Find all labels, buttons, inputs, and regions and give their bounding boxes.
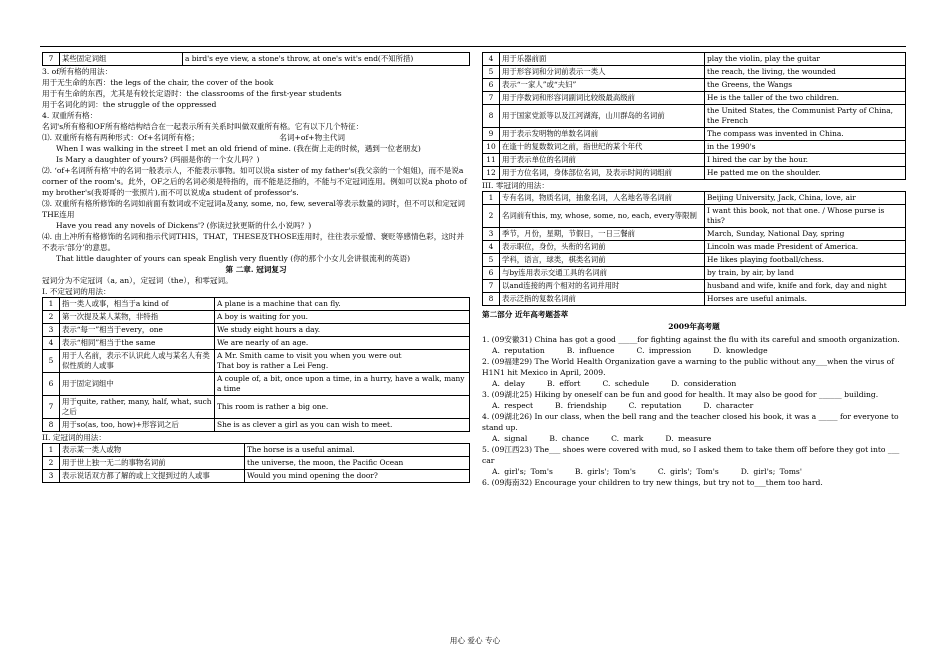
zero-article-title: III. 零冠词的用法： [482,180,549,190]
question-options [482,345,906,356]
row-example: A boy is waiting for you. [215,310,470,323]
row-usage: 用于国家党派等以及江河湖海，山川群岛的名词前 [500,104,705,127]
table-row [43,323,470,336]
table-row [483,127,906,140]
row-example: March, Sunday, National Day, spring [705,227,906,240]
question-options [482,466,906,477]
row-usage: 与by连用表示交通工具的名词前 [500,266,705,279]
row-usage: 用于固定词组中 [60,372,215,395]
chapter2-intro: 冠词分为不定冠词（a, an），定冠词（the），和零冠词。 [42,275,233,285]
option: A. girl's; Tom's [492,466,553,476]
part2-title: 第二部分 近年高考题荟萃 [482,309,569,319]
row-number: 2 [43,456,60,469]
definite-title: II. 定冠词的用法： [42,432,106,442]
table-row [483,53,906,66]
question-options [482,433,906,444]
row-example: We study eight hours a day. [215,323,470,336]
row-example: A couple of, a bit, once upon a time, in a hurry, have a walk, many a time [215,372,470,395]
table-row [483,166,906,179]
question-text: 4. (09湖北26) In our class, when the bell rang and the teacher closed his book, it was a _____ for everyone to stand up. [482,411,899,432]
option: D. character [703,400,754,410]
table-row [483,279,906,292]
row-usage: 用于人名前，表示不认识此人或与某名人有类似性质的人或事 [60,349,215,372]
option: D. knowledge [713,345,768,355]
question-item [482,411,906,444]
row-number: 4 [483,240,500,253]
right-column [482,52,906,488]
row-number: 8 [43,418,60,431]
definite-article-table-part1 [42,443,470,483]
table-row [483,65,906,78]
feature-1-example-2: Is Mary a daughter of yours? (玛丽是你的一个女儿吗？) [56,154,260,164]
row-number: 2 [43,310,60,323]
table-row [483,140,906,153]
row-usage: 以and连接的两个相对的名词并用时 [500,279,705,292]
indefinite-title: I. 不定冠词的用法： [42,286,111,296]
row-number: 4 [483,53,500,66]
option: C. mark [611,433,644,443]
row-number: 10 [483,140,500,153]
row-number: 8 [483,104,500,127]
row-example: Horses are useful animals. [705,292,906,305]
sec3-title: 3. of所有格的用法： [42,66,113,76]
chapter2-title: 第 二章. 冠词复习 [225,264,287,274]
row-example: the universe, the moon, the Pacific Ocean [245,456,470,469]
table-row [43,349,470,372]
table-row [43,297,470,310]
row-example: We are nearly of an age. [215,336,470,349]
row-number: 3 [483,227,500,240]
table-row [483,78,906,91]
row-number: 1 [43,297,60,310]
option: A. reputation [492,345,545,355]
row-usage: 季节，月份，星期，节假日，一日三餐前 [500,227,705,240]
left-column [42,52,470,483]
question-item [482,477,906,488]
row-example: husband and wife, knife and fork, day and night [705,279,906,292]
option: B. influence [566,345,615,355]
row-usage: 表示某一类人或物 [60,443,245,456]
row-usage: 用于方位名词，身体部位名词，及表示时间的词组前 [500,166,705,179]
row-example: a bird's eye view, a stone's throw, at one's wit's end(不知所措) [183,53,470,66]
row-number: 8 [483,292,500,305]
row-usage: 在逢十的复数数词之前，指世纪的某个年代 [500,140,705,153]
question-list [482,334,906,488]
table-row [483,253,906,266]
row-usage: 表示“一家人”或“夫妇” [500,78,705,91]
option: C. girls'; Tom's [657,466,719,476]
row-example: He is the taller of the two children. [705,91,906,104]
table-row [43,443,470,456]
row-usage: 用于乐器前面 [500,53,705,66]
table-row [43,336,470,349]
option: B. effort [546,378,581,388]
row-usage: 名词前有this, my, whose, some, no, each, every等限制 [500,204,705,227]
row-number: 3 [43,323,60,336]
row-number: 9 [483,127,500,140]
option: A. signal [492,433,528,443]
row-usage: 用于表示单位的名词前 [500,153,705,166]
question-text: 6. (09海南32) Encourage your children to try new things, but try not to___them too hard. [482,477,823,487]
table-row [483,227,906,240]
row-usage: 表示说话双方都了解的或上文提到过的人或事 [60,469,245,482]
option: D. measure [665,433,712,443]
feature-1-label: ⑴. 双重所有格有两种形式：Of+名词所有格； [42,132,199,142]
row-example: This room is rather a big one. [215,395,470,418]
row-usage: 表示泛指的复数名词前 [500,292,705,305]
feature-1-alt: 名词+of+物主代词 [279,132,346,142]
feature-2: ⑵. ‘of+名词所有格’中的名词一般表示人，不能表示事物。如可以说a sister of my father's(我父亲的一个姐姐)，而不是说a corner of the room's。此外，OF之后的名词必须是特指的，而不能是泛指的，不能与不定冠词连用。例如可以说a photo of my brother's(我哥哥的一张照片),而不可以说成a student of professor's. [42,165,467,197]
question-options [482,378,906,389]
table-row [483,266,906,279]
sec3-line: 用于名词化的词：the struggle of the oppressed [42,99,217,109]
sec4-title: 4. 双重所有格： [42,110,98,120]
row-usage: 用于quite, rather, many, half, what, such之后 [60,395,215,418]
row-number: 3 [43,469,60,482]
feature-4: ⑷. 由上冲所有格修饰的名词和指示代词THIS，THAT，THESE及THOSE连用时，往往表示爱憎、褒贬等感情色彩，这时并不表示‘部分’的意思。 [42,231,465,252]
option: A. respect [492,400,533,410]
row-number: 1 [43,443,60,456]
question-text: 5. (09江西23) The___ shoes were covered with mud, so I asked them to take them off before they got into ___ car [482,444,900,465]
row-usage: 表示“相同”相当于the same [60,336,215,349]
option: D. girl's; Toms' [740,466,802,476]
row-example: She is as clever a girl as you can wish to meet. [215,418,470,431]
question-item [482,334,906,356]
row-example: the Greens, the Wangs [705,78,906,91]
row-example: A Mr. Smith came to visit you when you were out That boy is rather a Lei Feng. [215,349,470,372]
row-example: A plane is a machine that can fly. [215,297,470,310]
feature-3: ⑶. 双重所有格所修饰的名词如前面有数词或不定冠词a及any, some, no, few, several等表示数量的词时，但不可以和定冠词THE连用 [42,198,465,219]
question-options [482,400,906,411]
zero-article-table [482,191,906,306]
table-row [483,104,906,127]
row-usage: 用于so(as, too, how)+形容词之后 [60,418,215,431]
row-number: 6 [483,78,500,91]
option: C. impression [636,345,692,355]
row-usage: 学科，语言，球类，棋类名词前 [500,253,705,266]
row-example: the reach, the living, the wounded [705,65,906,78]
table-row [43,469,470,482]
row-number: 5 [483,65,500,78]
sec4-intro: 名词's所有格和OF所有格结构结合在一起表示所有关系时叫做双重所有格。它有以下几个特征： [42,121,364,131]
question-text: 1. (09安徽31) China has got a good _____for fighting against the flu with its careful and smooth organization. [482,334,900,344]
row-example: by train, by air, by land [705,266,906,279]
row-usage: 用于世上独一无二的事物名词前 [60,456,245,469]
table-row [483,240,906,253]
row-number: 7 [483,91,500,104]
row-usage: 用于表示发明物的单数名词前 [500,127,705,140]
table-row [43,418,470,431]
option: B. girls'; Tom's [574,466,636,476]
question-item [482,444,906,477]
question-text: 2. (09福建29) The World Health Organization gave a warning to the public without any___when the virus of H1N1 hit Mexico in April, 2009. [482,356,895,377]
question-text: 3. (09湖北25) Hiking by oneself can be fun and good for health. It may also be good for ______ building. [482,389,879,399]
row-number: 7 [43,53,60,66]
row-example: in the 1990's [705,140,906,153]
feature-1-example-1: When I was walking in the street I met an old friend of mine. (我在街上走的时候，遇到一位老朋友) [56,143,421,153]
feature-4-example: That little daughter of yours can speak English very fluently (你的那个小女儿会讲很流利的英语) [56,253,411,263]
table-row [483,91,906,104]
row-number: 5 [483,253,500,266]
page-footer: 用心 爱心 专心 [449,636,501,645]
indefinite-article-table [42,297,470,432]
row-usage: 专有名词，物质名词，抽象名词，人名地名等名词前 [500,191,705,204]
year-title: 2009年高考题 [668,321,720,331]
row-number: 11 [483,153,500,166]
row-example: Lincoln was made President of America. [705,240,906,253]
table-row [483,191,906,204]
option: C. reputation [628,400,682,410]
table-row [43,372,470,395]
row-example: play the violin, play the guitar [705,53,906,66]
row-usage: 表示“每一”相当于every，one [60,323,215,336]
feature-3-example: Have you read any novels of Dickens'? (你读过狄更斯的什么小说吗？) [56,220,312,230]
sec3-line: 用于有生命的东西，尤其是有较长定语时：the classrooms of the first-year students [42,88,342,98]
row-number: 7 [43,395,60,418]
option: A. delay [492,378,525,388]
row-usage: 第一次提及某人某物，非特指 [60,310,215,323]
row-example: I want this book, not that one. / Whose purse is this? [705,204,906,227]
possessive-table-row7 [42,52,470,66]
question-item [482,389,906,411]
row-example: The horse is a useful animal. [245,443,470,456]
question-item [482,356,906,389]
row-number: 5 [43,349,60,372]
table-row [43,456,470,469]
feature-1 [42,132,470,143]
option: C. schedule [602,378,650,388]
table-row [483,292,906,305]
row-example: He likes playing football/chess. [705,253,906,266]
top-rule [40,46,906,47]
table-row [43,310,470,323]
table-row [483,153,906,166]
row-usage: 表示职位，身份，头衔的名词前 [500,240,705,253]
definite-article-table-part2 [482,52,906,180]
row-example: Beijing University, Jack, China, love, air [705,191,906,204]
row-example: Would you mind opening the door? [245,469,470,482]
row-example: the United States, the Communist Party of China, the French [705,104,906,127]
row-number: 1 [483,191,500,204]
option: B. chance [549,433,590,443]
row-number: 7 [483,279,500,292]
row-example: He patted me on the shoulder. [705,166,906,179]
row-example: The compass was invented in China. [705,127,906,140]
table-row [483,204,906,227]
row-number: 4 [43,336,60,349]
table-row [43,53,470,66]
row-number: 2 [483,204,500,227]
row-usage: 用于序数词和形容词副词比较级最高级前 [500,91,705,104]
row-number: 6 [43,372,60,395]
option: B. friendship [555,400,607,410]
row-usage: 指一类人或事，相当于a kind of [60,297,215,310]
row-usage: 某些固定词组 [60,53,183,66]
option: D. consideration [671,378,737,388]
table-row [43,395,470,418]
row-usage: 用于形容词和分词前表示一类人 [500,65,705,78]
row-number: 12 [483,166,500,179]
sec3-line: 用于无生命的东西：the legs of the chair, the cover of the book [42,77,274,87]
sec3-lines [42,77,470,110]
row-number: 6 [483,266,500,279]
row-example: I hired the car by the hour. [705,153,906,166]
